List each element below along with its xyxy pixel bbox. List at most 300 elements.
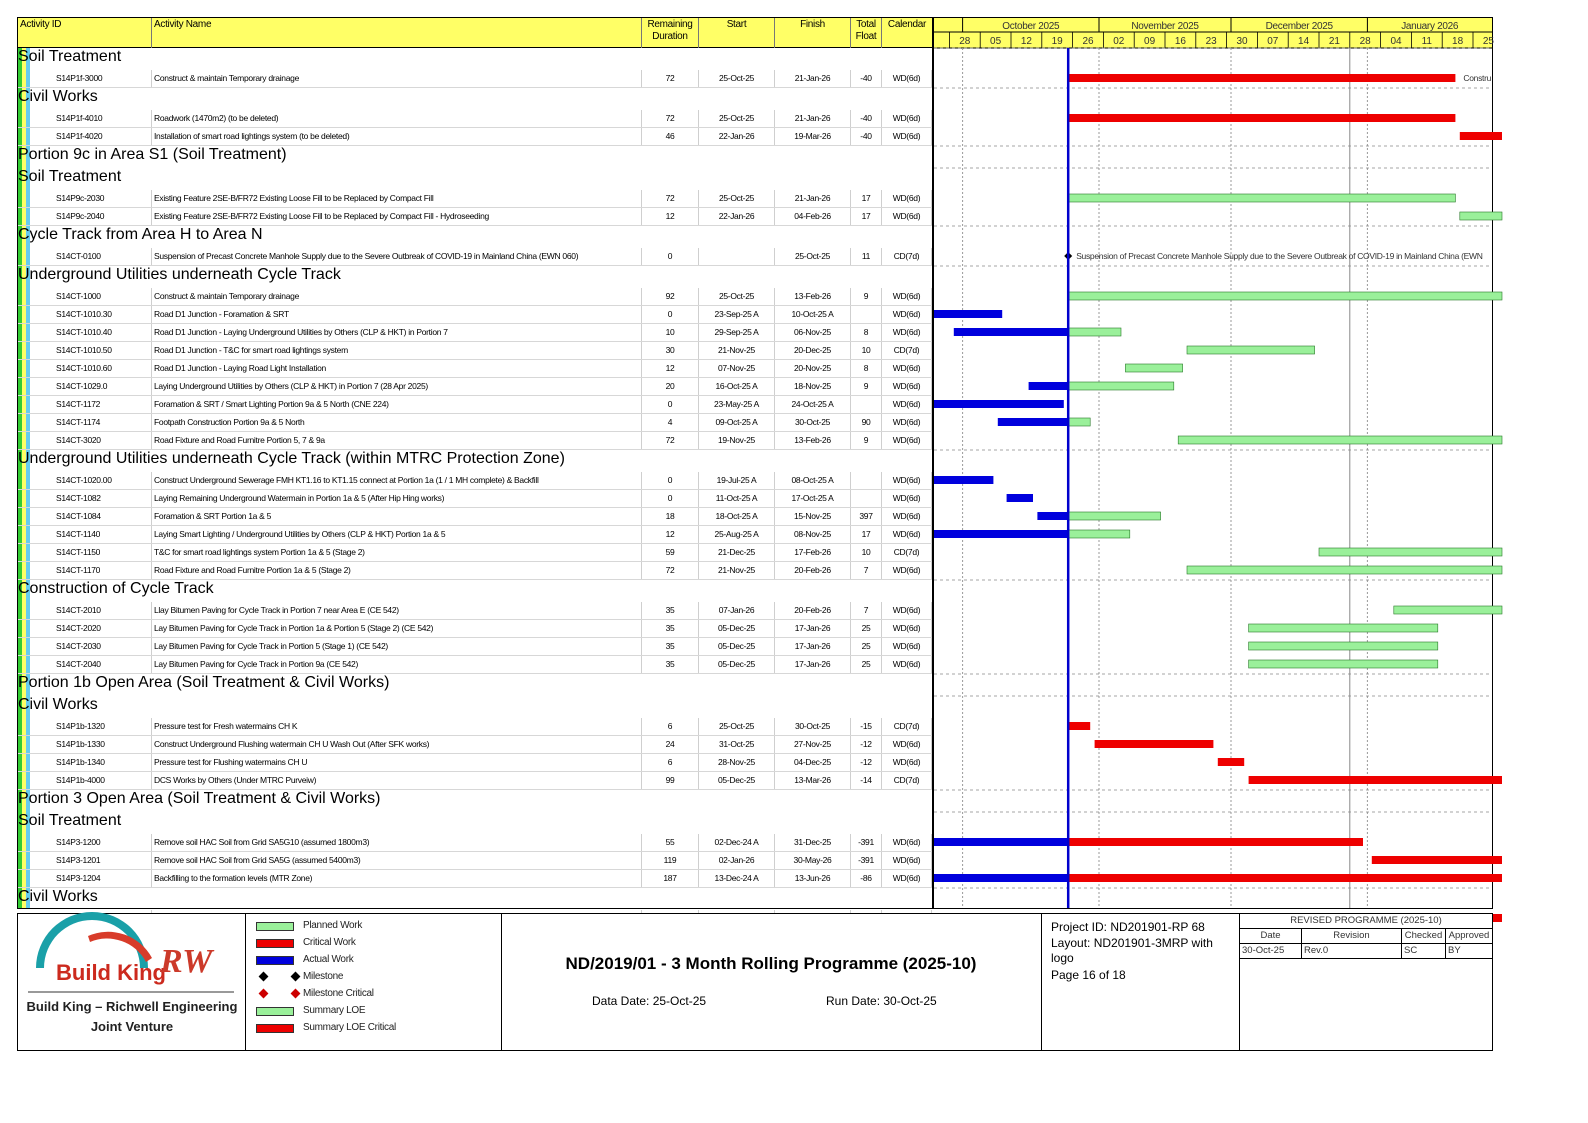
wbs-group-row[interactable]	[18, 790, 932, 808]
calendar: WD(6d)	[882, 754, 932, 771]
legend-swatch	[256, 1024, 294, 1033]
critical-bar	[1068, 722, 1090, 730]
calendar: WD(6d)	[882, 288, 932, 305]
header-activity-id[interactable]: Activity ID	[18, 18, 152, 48]
table-row[interactable]	[18, 562, 932, 580]
page-number: Page 16 of 18	[1051, 968, 1126, 982]
finish-date: 17-Jan-26	[775, 656, 851, 673]
start-date	[699, 248, 775, 265]
finish-date: 06-Nov-25	[775, 324, 851, 341]
finish-date: 17-Feb-26	[775, 544, 851, 561]
legend-label: Planned Work	[303, 920, 363, 931]
remaining-duration: 72	[642, 562, 699, 579]
table-row[interactable]	[18, 490, 932, 508]
remaining-duration: 72	[642, 110, 699, 127]
activity-id: S14CT-1150	[54, 544, 152, 561]
activity-name: Remove soil HAC Soil from Grid SA5G (assumed 5400m3)	[152, 852, 642, 869]
table-row[interactable]	[18, 772, 932, 790]
table-row[interactable]	[18, 288, 932, 306]
finish-date: 20-Nov-25	[775, 360, 851, 377]
wbs-group-row[interactable]	[18, 674, 932, 692]
finish-date: 24-Oct-25 A	[775, 396, 851, 413]
activity-name: Laying Smart Lighting / Underground Utilities by Others (CLP & HKT) Portion 1a & 5	[152, 526, 642, 543]
wbs-group-row[interactable]	[18, 146, 932, 164]
remaining-duration: 72	[642, 70, 699, 87]
planned-bar	[1068, 382, 1174, 390]
revision-box	[1240, 914, 1492, 1050]
activity-table	[18, 18, 934, 908]
actual-bar	[934, 838, 1068, 846]
logo-jv-line2: Joint Venture	[90, 1019, 174, 1034]
start-date: 21-Nov-25	[699, 562, 775, 579]
remaining-duration: 4	[642, 414, 699, 431]
wbs-subgroup-row[interactable]	[18, 48, 932, 66]
finish-date: 30-Oct-25	[775, 414, 851, 431]
table-row[interactable]	[18, 620, 932, 638]
group-title: Soil Treatment	[18, 48, 122, 65]
activity-name: Installation of smart road lightings system (to be deleted)	[152, 128, 642, 145]
week-label: 09	[1144, 36, 1156, 47]
activity-id: S14P9c-2030	[54, 190, 152, 207]
finish-date: 21-Jan-26	[775, 110, 851, 127]
activity-id: S14CT-1172	[54, 396, 152, 413]
actual-bar	[1037, 512, 1068, 520]
total-float: 9	[851, 378, 882, 395]
actual-bar	[934, 476, 993, 484]
actual-bar	[934, 530, 1068, 538]
total-float: 11	[851, 248, 882, 265]
planned-bar	[1068, 292, 1502, 300]
remaining-duration: 12	[642, 526, 699, 543]
activity-name: Road Fixture and Road Furnitre Portion 1a & 5 (Stage 2)	[152, 562, 642, 579]
start-date: 13-Dec-24 A	[699, 870, 775, 887]
group-title: Soil Treatment	[18, 168, 122, 185]
activity-id: S14CT-2020	[54, 620, 152, 637]
critical-bar	[1372, 856, 1502, 864]
week-label: 18	[1452, 36, 1464, 47]
planned-bar	[1068, 194, 1455, 202]
calendar: WD(6d)	[882, 562, 932, 579]
start-date: 22-Jan-26	[699, 128, 775, 145]
remaining-duration: 119	[642, 852, 699, 869]
total-float: -40	[851, 70, 882, 87]
remaining-duration: 0	[642, 490, 699, 507]
activity-id: S14P9c-2040	[54, 208, 152, 225]
start-date: 05-Dec-25	[699, 638, 775, 655]
activity-id: S14P1b-1340	[54, 754, 152, 771]
total-float: 7	[851, 562, 882, 579]
finish-date: 19-Mar-26	[775, 128, 851, 145]
remaining-duration: 0	[642, 396, 699, 413]
calendar: WD(6d)	[882, 414, 932, 431]
finish-date: 15-Nov-25	[775, 508, 851, 525]
planned-bar	[1394, 606, 1502, 614]
remaining-duration: 35	[642, 638, 699, 655]
start-date: 28-Nov-25	[699, 754, 775, 771]
group-title: Civil Works	[18, 888, 98, 905]
table-row[interactable]	[18, 128, 932, 146]
finish-date: 13-Feb-26	[775, 432, 851, 449]
activity-id: S14CT-2040	[54, 656, 152, 673]
activity-name: Remove soil HAC Soil from Grid SA5G10 (assumed 1800m3)	[152, 834, 642, 851]
calendar: WD(6d)	[882, 110, 932, 127]
activity-id: S14CT-1000	[54, 288, 152, 305]
gantt-svg	[934, 18, 1492, 908]
start-date: 09-Oct-25 A	[699, 414, 775, 431]
calendar: WD(6d)	[882, 432, 932, 449]
group-title: Portion 3 Open Area (Soil Treatment & Civil Works)	[18, 790, 381, 807]
week-label: 07	[1267, 36, 1279, 47]
start-date: 25-Oct-25	[699, 190, 775, 207]
group-title: Portion 9c in Area S1 (Soil Treatment)	[18, 146, 287, 163]
table-row[interactable]	[18, 360, 932, 378]
planned-bar	[1187, 346, 1315, 354]
milestone-diamond-icon	[259, 989, 269, 999]
week-label: 21	[1328, 36, 1340, 47]
bar-label: Constru	[1463, 73, 1492, 83]
total-float: 9	[851, 288, 882, 305]
wbs-subgroup-row[interactable]	[18, 88, 932, 106]
legend-swatch	[256, 939, 294, 948]
header-remaining-duration[interactable]	[642, 18, 699, 48]
critical-bar	[1218, 758, 1244, 766]
calendar: WD(6d)	[882, 490, 932, 507]
activity-id: S14CT-1010.40	[54, 324, 152, 341]
critical-bar	[1460, 132, 1502, 140]
start-date: 02-Dec-24 A	[699, 834, 775, 851]
remaining-duration: 59	[642, 544, 699, 561]
actual-bar	[1007, 494, 1033, 502]
remaining-duration: 6	[642, 718, 699, 735]
calendar: WD(6d)	[882, 656, 932, 673]
table-row[interactable]	[18, 342, 932, 360]
remaining-duration: 12	[642, 360, 699, 377]
table-row[interactable]	[18, 656, 932, 674]
project-box	[1042, 914, 1240, 1050]
group-title: Underground Utilities underneath Cycle Track	[18, 266, 341, 283]
total-float: 8	[851, 324, 882, 341]
start-date: 07-Nov-25	[699, 360, 775, 377]
calendar: WD(6d)	[882, 360, 932, 377]
table-row[interactable]	[18, 324, 932, 342]
group-title: Civil Works	[18, 696, 98, 713]
activity-id: S14CT-2010	[54, 602, 152, 619]
legend-swatch	[256, 922, 294, 931]
wbs-subgroup-row[interactable]	[18, 168, 932, 186]
remaining-duration: 20	[642, 378, 699, 395]
revision-row	[1240, 944, 1492, 959]
total-float: -86	[851, 870, 882, 887]
activity-name: Construct Underground Sewerage FMH KT1.16 to KT1.15 connect at Portion 1a (1 / 1 MH complete) & Backfill	[152, 472, 642, 489]
critical-bar	[1068, 114, 1455, 122]
calendar: CD(7d)	[882, 772, 932, 789]
calendar: WD(6d)	[882, 472, 932, 489]
week-label: 23	[1205, 36, 1217, 47]
start-date: 23-May-25 A	[699, 396, 775, 413]
activity-name: Construct & maintain Temporary drainage	[152, 70, 642, 87]
table-row[interactable]	[18, 248, 932, 266]
activity-name: Lay Bitumen Paving for Cycle Track in Portion 5 (Stage 1) (CE 542)	[152, 638, 642, 655]
remaining-duration: 0	[642, 248, 699, 265]
activity-id: S14P3-1200	[54, 834, 152, 851]
week-label: 02	[1113, 36, 1125, 47]
month-label: October 2025	[1002, 21, 1060, 32]
finish-date: 13-Feb-26	[775, 288, 851, 305]
table-row[interactable]	[18, 718, 932, 736]
month-label: December 2025	[1265, 21, 1333, 32]
start-date: 19-Nov-25	[699, 432, 775, 449]
calendar: WD(6d)	[882, 852, 932, 869]
legend-swatch	[256, 1007, 294, 1016]
calendar: CD(7d)	[882, 544, 932, 561]
header-finish[interactable]: Finish	[775, 18, 851, 48]
calendar: WD(6d)	[882, 620, 932, 637]
wbs-group-row[interactable]	[18, 226, 932, 244]
revision-date: 30-Oct-25	[1242, 944, 1302, 959]
header-total-float[interactable]	[851, 18, 882, 48]
table-row[interactable]	[18, 414, 932, 432]
finish-date: 13-Mar-26	[775, 772, 851, 789]
critical-bar	[1068, 874, 1502, 882]
planned-bar	[1319, 548, 1502, 556]
activity-name: Existing Feature 2SE-B/FR72 Existing Loose Fill to be Replaced by Compact Fill	[152, 190, 642, 207]
table-row[interactable]	[18, 396, 932, 414]
activity-name: Road D1 Junction - Laying Road Light Installation	[152, 360, 642, 377]
table-row[interactable]	[18, 754, 932, 772]
finish-date: 20-Feb-26	[775, 602, 851, 619]
actual-bar	[934, 400, 1064, 408]
table-row[interactable]	[18, 110, 932, 128]
remaining-duration: 35	[642, 656, 699, 673]
start-date: 25-Oct-25	[699, 110, 775, 127]
activity-id: S14CT-1029.0	[54, 378, 152, 395]
activity-id: S14P1f-4020	[54, 128, 152, 145]
finish-date: 18-Nov-25	[775, 378, 851, 395]
remaining-duration: 6	[642, 754, 699, 771]
finish-date: 17-Jan-26	[775, 620, 851, 637]
finish-date: 04-Feb-26	[775, 208, 851, 225]
header-total-float-line2: Float	[855, 31, 877, 42]
activity-name: Roadwork (1470m2) (to be deleted)	[152, 110, 642, 127]
wbs-subgroup-row[interactable]	[18, 266, 932, 284]
calendar: WD(6d)	[882, 306, 932, 323]
week-label: 14	[1298, 36, 1310, 47]
planned-bar	[1068, 418, 1090, 426]
remaining-duration: 0	[642, 306, 699, 323]
planned-bar	[1249, 624, 1438, 632]
legend-label: Summary LOE Critical	[303, 1022, 396, 1033]
remaining-duration: 12	[642, 208, 699, 225]
finish-date: 31-Dec-25	[775, 834, 851, 851]
remaining-duration: 99	[642, 772, 699, 789]
total-float: 25	[851, 656, 882, 673]
legend-box	[246, 914, 502, 1050]
finish-date: 21-Jan-26	[775, 70, 851, 87]
week-label: 28	[1359, 36, 1371, 47]
activity-id: S14CT-2030	[54, 638, 152, 655]
activity-id: S14CT-3020	[54, 432, 152, 449]
title-box	[502, 914, 1042, 1050]
legend-label: Critical Work	[303, 937, 356, 948]
actual-bar	[934, 310, 1002, 318]
gantt-chart	[934, 18, 1492, 908]
milestone-diamond-icon	[291, 972, 301, 982]
table-row[interactable]	[18, 852, 932, 870]
run-date: Run Date: 30-Oct-25	[826, 994, 937, 1008]
total-float: 397	[851, 508, 882, 525]
actual-bar	[1029, 382, 1069, 390]
total-float: 8	[851, 360, 882, 377]
header-start[interactable]: Start	[699, 18, 775, 48]
start-date: 11-Oct-25 A	[699, 490, 775, 507]
remaining-duration: 55	[642, 834, 699, 851]
start-date: 23-Sep-25 A	[699, 306, 775, 323]
start-date: 21-Nov-25	[699, 342, 775, 359]
week-label: 11	[1421, 36, 1432, 47]
planned-bar	[1178, 436, 1502, 444]
logo-mark: RW	[160, 943, 213, 980]
project-id: Project ID: ND201901-RP 68	[1051, 920, 1205, 934]
table-row[interactable]	[18, 736, 932, 754]
schedule-frame	[17, 17, 1493, 909]
finish-date: 08-Nov-25	[775, 526, 851, 543]
finish-date: 30-Oct-25	[775, 718, 851, 735]
table-row[interactable]	[18, 70, 932, 88]
activity-id: S14CT-1010.50	[54, 342, 152, 359]
total-float: -15	[851, 718, 882, 735]
calendar: CD(7d)	[882, 248, 932, 265]
logo-jv-line1: Build King – Richwell Engineering	[26, 999, 238, 1014]
table-row[interactable]	[18, 638, 932, 656]
total-float: -40	[851, 128, 882, 145]
revision-number: Rev.0	[1302, 944, 1402, 959]
activity-name: T&C for smart road lightings system Portion 1a & 5 (Stage 2)	[152, 544, 642, 561]
activity-name: Lay Bitumen Paving for Cycle Track in Portion 1a & Portion 5 (Stage 2) (CE 542)	[152, 620, 642, 637]
table-row[interactable]	[18, 190, 932, 208]
revision-header-approved: Approved	[1448, 930, 1490, 941]
remaining-duration: 35	[642, 620, 699, 637]
planned-bar	[1068, 328, 1121, 336]
activity-id: S14P1b-4000	[54, 772, 152, 789]
legend-label: Summary LOE	[303, 1005, 366, 1016]
remaining-duration: 72	[642, 432, 699, 449]
revision-title: REVISED PROGRAMME (2025-10)	[1240, 914, 1492, 929]
table-row[interactable]	[18, 472, 932, 490]
activity-id: S14CT-1170	[54, 562, 152, 579]
table-row[interactable]	[18, 208, 932, 226]
week-label: 28	[959, 36, 971, 47]
total-float: -40	[851, 110, 882, 127]
total-float: 7	[851, 602, 882, 619]
activity-name: Road D1 Junction - Laying Underground Utilities by Others (CLP & HKT) in Portion 7	[152, 324, 642, 341]
activity-name: Pressure test for Fresh watermains CH K	[152, 718, 642, 735]
calendar: CD(7d)	[882, 342, 932, 359]
week-label: 25	[1482, 36, 1494, 47]
planned-bar	[1068, 512, 1160, 520]
critical-bar	[1095, 740, 1214, 748]
legend-swatch	[256, 956, 294, 965]
planned-bar	[1068, 530, 1130, 538]
activity-name: Backfilling to the formation levels (MTR Zone)	[152, 870, 642, 887]
week-label: 16	[1174, 36, 1186, 47]
header-activity-name[interactable]: Activity Name	[152, 18, 642, 48]
wbs-subgroup-row[interactable]	[18, 888, 932, 906]
total-float	[851, 396, 882, 413]
critical-bar	[1249, 776, 1502, 784]
activity-id: S14P3-1204	[54, 870, 152, 887]
header-remaining-duration-line2: Duration	[652, 31, 688, 42]
table-row[interactable]	[18, 544, 932, 562]
activity-id: S14CT-1174	[54, 414, 152, 431]
calendar: WD(6d)	[882, 190, 932, 207]
total-float: -12	[851, 754, 882, 771]
activity-name: Road D1 Junction - Foramation & SRT	[152, 306, 642, 323]
planned-bar	[1125, 364, 1182, 372]
remaining-duration: 35	[642, 602, 699, 619]
start-date: 22-Jan-26	[699, 208, 775, 225]
start-date: 02-Jan-26	[699, 852, 775, 869]
title-block	[17, 913, 1493, 1051]
finish-date: 10-Oct-25 A	[775, 306, 851, 323]
total-float: 25	[851, 620, 882, 637]
week-label: 19	[1051, 36, 1063, 47]
activity-id: S14P1b-1320	[54, 718, 152, 735]
wbs-subgroup-row[interactable]	[18, 580, 932, 598]
wbs-subgroup-row[interactable]	[18, 812, 932, 830]
wbs-subgroup-row[interactable]	[18, 696, 932, 714]
table-row[interactable]	[18, 508, 932, 526]
header-remaining-duration-line1: Remaining	[647, 19, 693, 30]
activity-name: Footpath Construction Portion 9a & 5 North	[152, 414, 642, 431]
start-date: 05-Dec-25	[699, 656, 775, 673]
table-row[interactable]	[18, 526, 932, 544]
total-float: -391	[851, 852, 882, 869]
activity-id: S14CT-1010.60	[54, 360, 152, 377]
table-row[interactable]	[18, 432, 932, 450]
table-row[interactable]	[18, 834, 932, 852]
bar-label: Suspension of Precast Concrete Manhole Supply due to the Severe Outbreak of COVID-19 in Mainland China (EWN	[1076, 251, 1483, 261]
table-row[interactable]	[18, 870, 932, 888]
group-title: Soil Treatment	[18, 812, 122, 829]
remaining-duration: 0	[642, 472, 699, 489]
total-float: 10	[851, 342, 882, 359]
wbs-subgroup-row[interactable]	[18, 450, 932, 468]
total-float: 17	[851, 190, 882, 207]
calendar: WD(6d)	[882, 526, 932, 543]
activity-id: S14P1f-3000	[54, 70, 152, 87]
start-date: 25-Aug-25 A	[699, 526, 775, 543]
finish-date: 08-Oct-25 A	[775, 472, 851, 489]
group-title: Construction of Cycle Track	[18, 580, 214, 597]
revision-checked: SC	[1402, 944, 1446, 959]
finish-date: 30-May-26	[775, 852, 851, 869]
programme-title: ND/2019/01 - 3 Month Rolling Programme (2025-10)	[565, 954, 977, 973]
legend-label: Actual Work	[303, 954, 354, 965]
revision-header-revision: Revision	[1302, 929, 1402, 944]
table-row[interactable]	[18, 378, 932, 396]
table-row[interactable]	[18, 306, 932, 324]
milestone-diamond-icon	[291, 989, 301, 999]
planned-bar	[1249, 660, 1438, 668]
total-float: -14	[851, 772, 882, 789]
layout-name: Layout: ND201901-3MRP with logo	[1051, 936, 1213, 965]
start-date: 05-Dec-25	[699, 772, 775, 789]
activity-id: S14CT-1082	[54, 490, 152, 507]
table-row[interactable]	[18, 602, 932, 620]
activity-name: Laying Remaining Underground Watermain in Portion 1a & 5 (After Hip Hing works)	[152, 490, 642, 507]
header-calendar[interactable]: Calendar	[887, 19, 927, 30]
calendar: WD(6d)	[882, 128, 932, 145]
